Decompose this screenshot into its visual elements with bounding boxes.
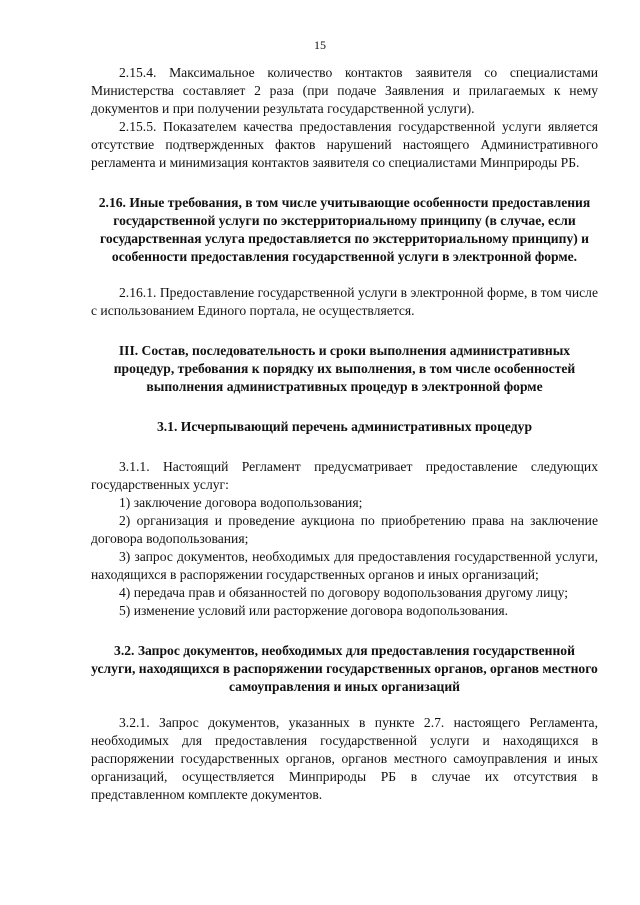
document-body [91,64,598,804]
paragraph-2-15-5: 2.15.5. Показателем качества предоставления государственной услуги является отсутствие подтвержденных фактов нарушений настоящего Административного регламента и минимизация контактов заявителя со специалистами Минприроды РБ. [91,119,598,170]
list-item: 2) организация и проведение аукциона по приобретению права на заключение договора водопользования; [91,513,598,546]
heading-3-2: 3.2. Запрос документов, необходимых для предоставления государственной услуги, находящихся в распоряжении государственных органов, органов местного самоуправления и иных организаций [91,643,598,694]
page-number: 15 [314,38,326,52]
paragraph-2-16-1: 2.16.1. Предоставление государственной услуги в электронной форме, в том числе с использованием Единого портала, не осуществляется. [91,285,598,318]
paragraph-2-15-4: 2.15.4. Максимальное количество контактов заявителя со специалистами Министерства составляет 2 раза (при подаче Заявления и прилагаемых к нему документов и при получении результата государственной услуги). [91,65,598,116]
heading-2-16: 2.16. Иные требования, в том числе учитывающие особенности предоставления государственной услуги по экстерриториальному принципу (в случае, если государственная услуга предоставляется по экстерриториальному принципу) и особенности предоставления государственной услуги в электронной форме. [98,195,591,264]
list-item: 4) передача прав и обязанностей по договору водопользования другому лицу; [119,585,569,600]
list-item: 3) запрос документов, необходимых для предоставления государственной услуги, находящихся в распоряжении государственных органов и иных организаций; [91,549,598,582]
list-item: 5) изменение условий или расторжение договора водопользования. [119,603,509,618]
paragraph-3-1-1: 3.1.1. Настоящий Регламент предусматривает предоставление следующих государственных услуг: [91,459,598,492]
heading-section-III: III. Состав, последовательность и сроки выполнения административных процедур, требования к порядку их выполнения, в том числе особенностей выполнения административных процедур в электронной форме [113,343,576,394]
heading-3-1: 3.1. Исчерпывающий перечень административных процедур [156,419,533,434]
paragraph-3-2-1: 3.2.1. Запрос документов, указанных в пункте 2.7. настоящего Регламента, необходимых для предоставления государственной услуги и находящихся в распоряжении государственных органов, органов местного самоуправления и иных организаций, осуществляется Минприроды РБ в случае их отсутствия в представленном комплекте документов. [91,715,598,802]
list-item: 1) заключение договора водопользования; [119,495,363,510]
